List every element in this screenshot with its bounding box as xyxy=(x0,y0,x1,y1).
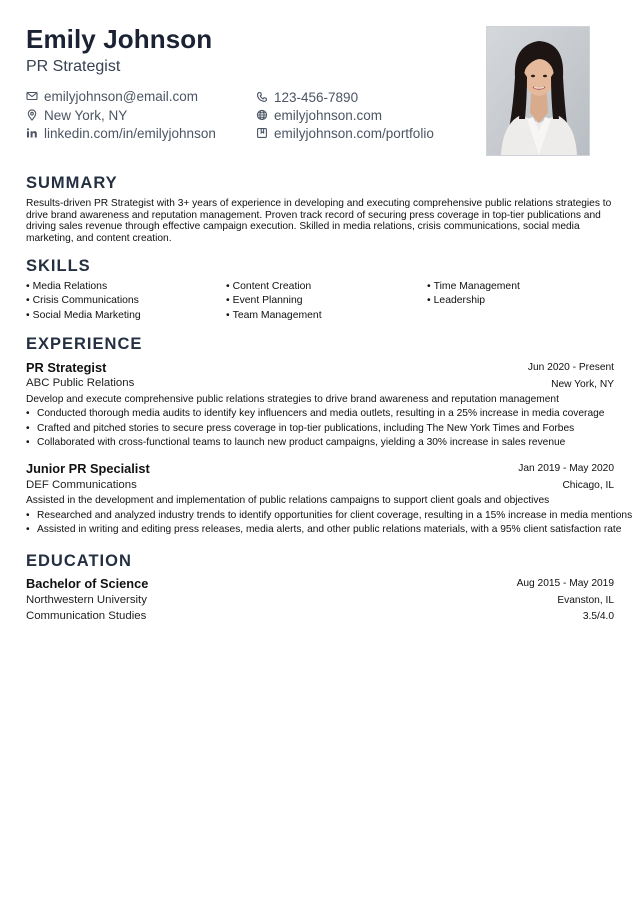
education-dates: Aug 2015 - May 2019 xyxy=(516,578,614,589)
phone-icon xyxy=(256,91,268,103)
candidate-name: Emily Johnson xyxy=(26,24,213,54)
map-pin-icon xyxy=(26,109,38,121)
gpa: 3.5/4.0 xyxy=(582,611,614,622)
skill-item: • Team Management xyxy=(226,310,322,321)
job-company: ABC Public Relations xyxy=(26,377,135,389)
job-description: Assisted in the development and implementation of public relations campaigns to support client goals and objectives xyxy=(26,495,550,506)
job-title: Junior PR Specialist xyxy=(26,461,150,476)
contact-website[interactable] xyxy=(256,106,382,124)
job-location: New York, NY xyxy=(551,379,614,390)
portfolio-icon xyxy=(256,127,268,139)
job-bullet: • Crafted and pitched stories to secure press coverage in top-tier publications, including The New York Times and Forbes xyxy=(26,423,575,434)
field-of-study: Communication Studies xyxy=(26,610,147,622)
candidate-title: PR Strategist xyxy=(26,58,121,75)
skill-item: • Social Media Marketing xyxy=(26,310,141,321)
job-dates: Jan 2019 - May 2020 xyxy=(518,463,614,474)
job-bullet: • Collaborated with cross-functional teams to launch new product campaigns, yielding a 30% increase in sales revenue xyxy=(26,437,566,448)
job-bullet: • Assisted in writing and editing press releases, media alerts, and other public relations materials, with a 95% client satisfaction rate xyxy=(26,524,622,535)
contact-linkedin[interactable] xyxy=(26,124,216,142)
skill-item: • Event Planning xyxy=(226,295,303,306)
experience-heading: EXPERIENCE xyxy=(26,335,143,353)
job-bullet: • Conducted thorough media audits to identify key influencers and media outlets, resulting in a 25% increase in media coverage xyxy=(26,408,605,419)
contact-location xyxy=(26,106,127,124)
skill-item: • Time Management xyxy=(427,281,520,292)
degree-title: Bachelor of Science xyxy=(26,576,149,591)
phone-text: 123-456-7890 xyxy=(274,89,359,105)
skill-item: • Media Relations xyxy=(26,281,107,292)
contact-portfolio[interactable] xyxy=(256,124,434,142)
summary-text: Results-driven PR Strategist with 3+ years of experience in developing and executing comprehensive public relations strategies to drive brand awareness and reputation management. Proven track record of securing press coverage in top-tier publications and driving sales revenue through effective campaign execution. Skilled in media relations, crisis communications, social media marketing, and content creation. xyxy=(26,198,612,244)
school-location: Evanston, IL xyxy=(557,595,614,606)
job-dates: Jun 2020 - Present xyxy=(527,362,614,373)
job-company: DEF Communications xyxy=(26,479,137,491)
summary-heading: SUMMARY xyxy=(26,174,118,192)
skill-item: • Crisis Communications xyxy=(26,295,139,306)
job-location: Chicago, IL xyxy=(562,480,614,491)
job-title: PR Strategist xyxy=(26,360,107,375)
skills-heading: SKILLS xyxy=(26,257,91,275)
job-description: Develop and execute comprehensive public relations strategies to drive brand awareness and reputation management xyxy=(26,394,559,405)
location-text: New York, NY xyxy=(44,107,128,123)
profile-photo xyxy=(486,26,590,156)
job-bullet: • Researched and analyzed industry trends to identify opportunities for client coverage, resulting in a 15% increase in media mentions xyxy=(26,510,633,521)
linkedin-text: linkedin.com/in/emilyjohnson xyxy=(44,125,216,141)
school-name: Northwestern University xyxy=(26,594,147,606)
mail-icon xyxy=(26,90,38,102)
education-heading: EDUCATION xyxy=(26,552,132,570)
linkedin-icon xyxy=(26,127,38,139)
skill-item: • Content Creation xyxy=(226,281,311,292)
portfolio-text: emilyjohnson.com/portfolio xyxy=(274,125,434,141)
contact-phone[interactable] xyxy=(256,88,358,106)
skill-item: • Leadership xyxy=(427,295,485,306)
contact-email[interactable] xyxy=(26,87,198,105)
globe-icon xyxy=(256,109,268,121)
email-text: emilyjohnson@email.com xyxy=(44,88,199,104)
website-text: emilyjohnson.com xyxy=(274,107,383,123)
